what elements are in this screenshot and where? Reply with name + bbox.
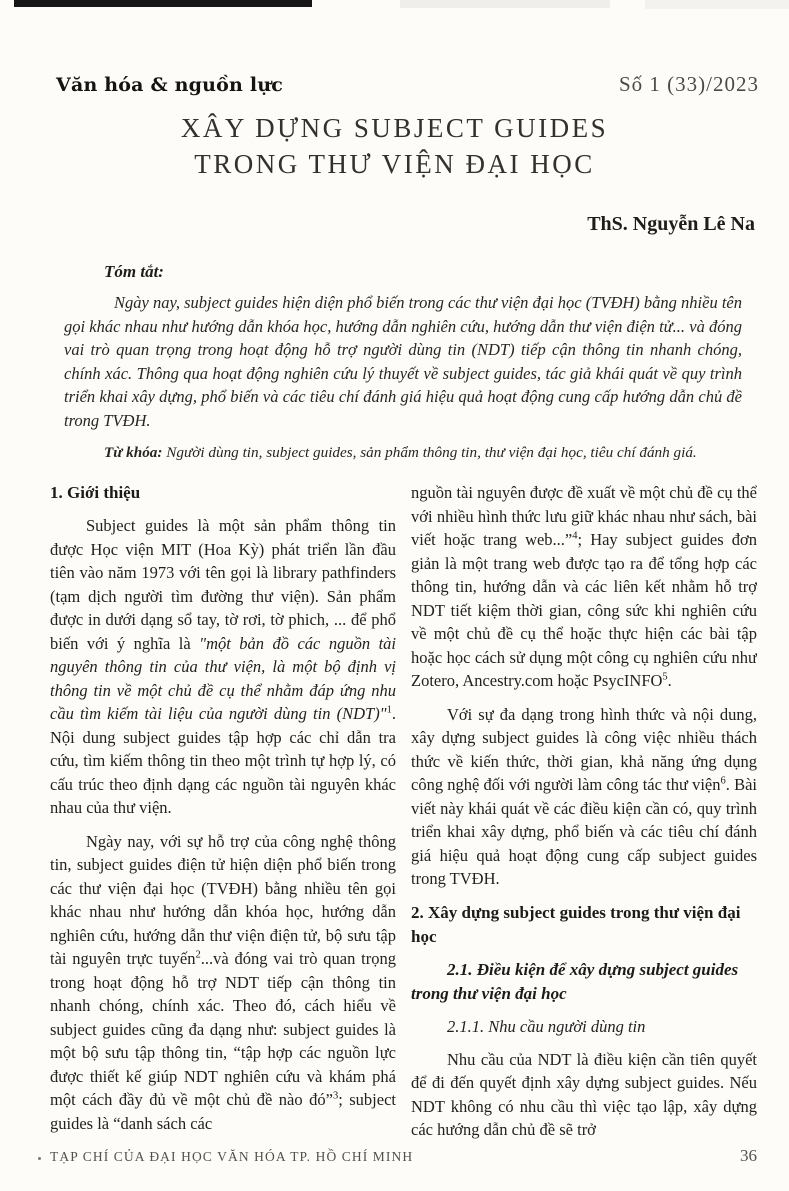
abstract-text: Ngày nay, subject guides hiện diện phổ biến trong các thư viện đại học (TVĐH) bằng nhiều tên gọi khác nhau như hướng dẫn khóa học, hướng dẫn nghiên cứu, hướng dẫn thư viện điện tử... và đóng vai trò quan trọng trong hoạt động hỗ trợ người dùng tin (NDT) tiếp cận thông tin nhanh chóng, chính xác. Thông qua hoạt động nghiên cứu lý thuyết về subject guides, tác giả khái quát về quy trình triển khai xây dựng, phổ biến và các tiêu chí đánh giá hiệu quả hoạt động cung cấp hướng dẫn chủ đề trong TVĐH. [64, 293, 742, 430]
scan-artifact-dot [38, 1157, 41, 1160]
section-2-1-heading: 2.1. Điều kiện để xây dựng subject guides trong thư viện đại học [411, 959, 739, 1003]
paragraph-4 [411, 703, 757, 891]
footnote-marker-3: 3 [332, 1090, 339, 1102]
text-run: Ngày nay, với sự hỗ trợ của công nghệ thông tin, subject guides điện tử hiện diện phổ biến trong các thư viện đại học (TVĐH) bằng nhiều tên gọi khác nhau như hướng dẫn khóa học, hướng dẫn nghiên cứu, hướng dẫn thư viện điện tử, bộ sưu tập tài nguyên trực tuyến [50, 831, 396, 968]
journal-name: Văn hóa & nguồn lực [56, 74, 284, 96]
right-column [411, 481, 757, 1145]
article-title-line1: XÂY DỰNG SUBJECT GUIDES [180, 113, 609, 143]
article-title-line2: TRONG THƯ VIỆN ĐẠI HỌC [194, 149, 595, 179]
paragraph-5: Nhu cầu của NDT là điều kiện cần tiên quyết để đi đến quyết định xây dựng subject guides. Nếu NDT không có nhu cầu thì việc tạo lập, xây dựng các hướng dẫn chủ đề sẽ trở [411, 1049, 757, 1139]
footnote-marker-4: 4 [572, 530, 578, 542]
keywords-line [64, 442, 742, 463]
page-number: 36 [740, 1146, 757, 1165]
section-1-heading: 1. Giới thiệu [50, 483, 141, 502]
text-run: ...và đóng vai trò quan trọng trong hoạt động hỗ trợ NDT tiếp cận thông tin nhanh chóng, chính xác. Theo đó, cách hiểu về subject guides cũng đa dạng như: subject guides là một bộ sưu tập thông tin, “tập hợp các nguồn lực được thiết kế giúp NDT nghiên cứu và khám phá một cách đầy đủ về một chủ đề nào đó” [50, 949, 396, 1109]
text-run: Với sự đa dạng trong hình thức và nội dung, xây dựng subject guides là công việc nhiều thách thức về kiến thức, thời gian, khả năng ứng dụng công nghệ đối với người làm công tác thư viện [411, 704, 757, 794]
footnote-marker-6: 6 [720, 775, 726, 787]
two-column-body [50, 481, 758, 1145]
text-run: ; subject guides là “danh sách các [50, 1090, 396, 1133]
text-run: . [667, 671, 672, 690]
keywords-label: Từ khóa: [104, 443, 163, 461]
footnote-marker-2: 2 [195, 949, 201, 961]
text-run: . Nội dung subject guides tập hợp các chỉ dẫn tra cứu, tìm kiếm thông tin theo một trình tự hợp lý, có cấu trúc theo định dạng các nguồn tài nguyên khác nhau của thư viện. [50, 704, 396, 817]
section-2-1-1-heading: 2.1.1. Nhu cầu người dùng tin [447, 1016, 646, 1036]
text-run: Subject guides là một sản phẩm thông tin được Học viện MIT (Hoa Kỳ) phát triển lần đầu tiên vào năm 1973 với tên gọi là library pathfinders (tạm dịch người tìm đường thư viện). Sản phẩm được in dưới dạng sổ tay, tờ rơi, tờ phich, ... để phổ biến với ý nghĩa là [50, 516, 396, 653]
keywords-text: Người dùng tin, subject guides, sản phẩm thông tin, thư viện đại học, tiêu chí đánh giá. [162, 443, 697, 461]
page-header [56, 72, 759, 97]
left-column [50, 481, 396, 1145]
author-name: ThS. Nguyễn Lê Na [587, 213, 755, 235]
scan-artifact-patch [400, 0, 610, 8]
quoted-text: "một bản đồ các nguồn tài nguyên thông tin của thư viện, là một bộ định vị thông tin về một chủ đề cụ thể nhằm đáp ứng nhu cầu tìm kiếm tài liệu của người dùng tin (NDT)" [50, 633, 396, 723]
text-run: nguồn tài nguyên được đề xuất về một chủ đề cụ thể với nhiều hình thức lưu giữ khác nhau như sách, bài viết hoặc trang web...” [411, 483, 757, 549]
footnote-marker-1: 1 [386, 704, 392, 716]
footnote-marker-5: 5 [662, 671, 668, 683]
paragraph-1 [50, 514, 396, 820]
abstract-section [64, 262, 742, 463]
text-run: ; Hay subject guides đơn giản là một trang web được tạo ra để tổng hợp các thông tin, hướng dẫn và các liên kết nhằm hỗ trợ NDT tiết kiệm thời gian, công sức khi nghiên cứu về một chủ đề cụ thể hoặc thực hiện các bài tập hoặc học cách sử dụng một công cụ nghiên cứu như Zotero, Ancestry.com hoặc PsycINFO [411, 530, 757, 690]
paragraph-2 [50, 830, 396, 1136]
text-run: . Bài viết này khái quát về các điều kiện cần có, quy trình triển khai xây dựng, phổ biến và các tiêu chí đánh giá hiệu quả hoạt động cung cấp subject guides trong TVĐH. [411, 775, 757, 888]
scan-artifact-bar [14, 0, 312, 7]
issue-number: Số 1 (33)/2023 [619, 72, 759, 96]
page-footer [50, 1146, 757, 1166]
paragraph-3 [411, 481, 757, 693]
footer-journal-name: TẠP CHÍ CỦA ĐẠI HỌC VĂN HÓA TP. HỒ CHÍ MINH [50, 1149, 413, 1165]
article-title [0, 110, 789, 182]
scan-artifact-patch [645, 0, 789, 9]
section-2-heading: 2. Xây dựng subject guides trong thư viện đại học [411, 902, 741, 946]
abstract-label: Tóm tắt: [104, 262, 164, 281]
